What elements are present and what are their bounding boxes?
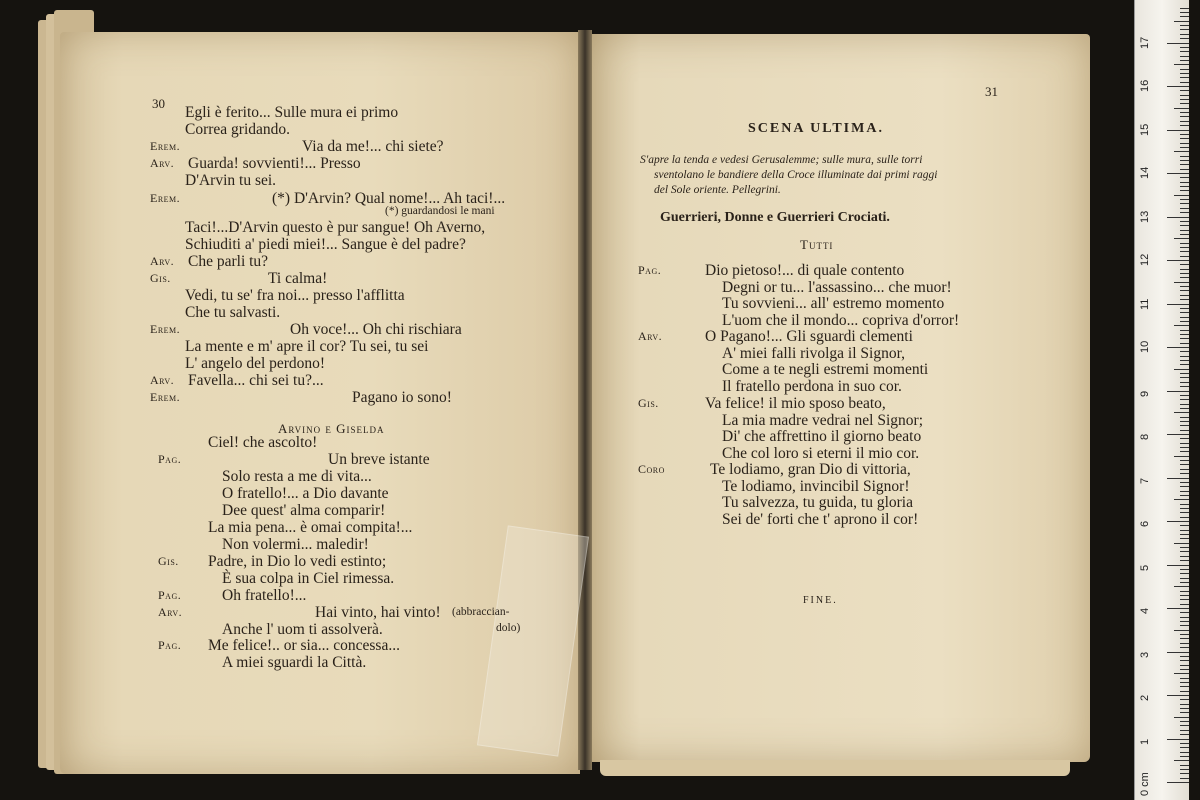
ruler-tick (1167, 478, 1189, 479)
ruler-tick (1180, 612, 1189, 613)
ruler-tick (1180, 251, 1189, 252)
ruler-tick (1180, 551, 1189, 552)
ruler-tick (1180, 73, 1189, 74)
verse-line: Che col loro si eterni il mio cor. (722, 444, 920, 462)
ruler-tick (1180, 438, 1189, 439)
ruler-tick (1180, 595, 1189, 596)
ruler-tick (1167, 304, 1189, 305)
verse-line: Egli è ferito... Sulle mura ei primo (185, 104, 399, 121)
ruler-tick (1174, 760, 1189, 761)
ruler-tick (1180, 621, 1189, 622)
verse-line: Un breve istante (328, 451, 430, 468)
ruler-tick (1180, 512, 1189, 513)
ruler-tick (1167, 434, 1189, 435)
ruler-tick (1180, 430, 1189, 431)
ruler-tick (1167, 739, 1189, 740)
verse-line: Di' che affrettino il giorno beato (722, 428, 922, 445)
ruler-tick (1180, 421, 1189, 422)
speaker-label: Pag. (158, 638, 182, 652)
ruler-tick (1174, 325, 1189, 326)
verse-line: Taci!...D'Arvin questo è pur sangue! Oh Averno, (185, 219, 486, 236)
ruler-tick (1180, 212, 1189, 213)
speaker-label: Gis. (638, 396, 659, 410)
speaker-label: Erem. (150, 139, 181, 153)
ruler-tick (1167, 521, 1189, 522)
ruler-tick (1180, 364, 1189, 365)
ruler-tick (1180, 277, 1189, 278)
ruler-tick (1180, 425, 1189, 426)
ruler-tick (1174, 108, 1189, 109)
ruler-number: 1 (1139, 738, 1151, 745)
verse-line: Che tu salvasti. (185, 304, 281, 321)
page-number: 31 (985, 84, 998, 99)
ruler-tick (1167, 608, 1189, 609)
ruler-tick (1180, 643, 1189, 644)
tutti-heading: Tutti (800, 237, 834, 252)
ruler-tick (1167, 86, 1189, 87)
ruler-tick (1180, 708, 1189, 709)
speaker-label: Arv. (150, 254, 175, 268)
ruler-tick (1180, 356, 1189, 357)
ruler-tick (1180, 473, 1189, 474)
ruler-tick (1174, 630, 1189, 631)
ruler-tick (1174, 412, 1189, 413)
verse-line: Che parli tu? (188, 253, 269, 270)
stage-note: (*) guardandosi le mani (385, 205, 495, 217)
ruler-tick (1180, 308, 1189, 309)
ruler-tick (1180, 338, 1189, 339)
stage-direction: S'apre la tenda e vedesi Gerusalemme; sulle mura, sulle torri (640, 154, 923, 166)
ruler-tick (1167, 217, 1189, 218)
ruler-tick (1180, 256, 1189, 257)
ruler-tick (1167, 260, 1189, 261)
ruler-tick (1180, 299, 1189, 300)
ruler-tick (1180, 447, 1189, 448)
speaker-label: Pag. (158, 588, 182, 602)
ruler-tick (1167, 347, 1189, 348)
ruler-tick (1180, 82, 1189, 83)
ruler-number: 16 (1139, 79, 1151, 92)
ruler-tick (1180, 730, 1189, 731)
scene-title: SCENA ULTIMA. (748, 121, 884, 136)
ruler-tick (1180, 351, 1189, 352)
verse-line: La mia pena... è omai compita!... (208, 519, 413, 536)
ruler-tick (1174, 195, 1189, 196)
ruler-number: 10 (1139, 340, 1151, 353)
ruler-tick (1167, 173, 1189, 174)
ruler-tick (1167, 782, 1189, 783)
ruler-tick (1180, 538, 1189, 539)
ruler-number: 9 (1139, 390, 1151, 397)
ruler-tick (1180, 678, 1189, 679)
speaker-label: Pag. (638, 263, 662, 277)
verse-line: Dee quest' alma comparir! (222, 502, 386, 519)
ruler-tick (1180, 164, 1189, 165)
ruler-tick (1174, 64, 1189, 65)
ruler-number: 14 (1139, 166, 1151, 179)
ruler-tick (1180, 377, 1189, 378)
ruler-tick (1180, 321, 1189, 322)
verse-line: Vedi, tu se' fra noi... presso l'afflitta (185, 287, 405, 304)
ruler-tick (1180, 404, 1189, 405)
verse-line: O Pagano!... Gli sguardi clementi (705, 328, 913, 345)
ruler-tick (1174, 456, 1189, 457)
ruler-tick (1180, 747, 1189, 748)
ruler-tick (1180, 290, 1189, 291)
verse-line: Dio pietoso!... di quale contento (705, 262, 905, 279)
ruler-tick (1180, 604, 1189, 605)
ruler-tick (1174, 369, 1189, 370)
verse-line: Schiuditi a' piedi miei!... Sangue è del padre? (185, 236, 466, 253)
ruler-tick (1180, 743, 1189, 744)
ruler-tick (1180, 769, 1189, 770)
ruler-tick (1174, 543, 1189, 544)
ruler-tick (1167, 130, 1189, 131)
scene-heading: Arvino e Giselda (278, 421, 385, 436)
ruler-tick (1180, 495, 1189, 496)
ruler-tick (1180, 660, 1189, 661)
verse-line: Via da me!... chi siete? (302, 138, 444, 155)
page-edge-bottom (600, 760, 1070, 776)
ruler-tick (1180, 556, 1189, 557)
ruler-tick (1180, 208, 1189, 209)
speaker-label: Arv. (638, 329, 663, 343)
ruler-tick (1167, 565, 1189, 566)
ruler-tick (1180, 56, 1189, 57)
ruler-tick (1180, 199, 1189, 200)
verse-line: O fratello!... a Dio davante (222, 485, 389, 502)
stage-direction: del Sole oriente. Pellegrini. (654, 184, 781, 196)
verse-line: Guarda! sovvienti!... Presso (188, 155, 361, 172)
ruler-tick (1180, 491, 1189, 492)
ruler-tick (1180, 69, 1189, 70)
speaker-label: Arv. (150, 156, 175, 170)
ruler-number: 11 (1139, 298, 1151, 310)
ruler-tick (1180, 125, 1189, 126)
verse-line: Padre, in Dio lo vedi estinto; (208, 553, 387, 570)
ruler-tick (1180, 286, 1189, 287)
ruler-tick (1180, 669, 1189, 670)
ruler-tick (1180, 395, 1189, 396)
ruler-tick (1180, 504, 1189, 505)
ruler-tick (1180, 534, 1189, 535)
ruler-tick (1180, 560, 1189, 561)
ruler-tick (1174, 673, 1189, 674)
ruler-tick (1180, 712, 1189, 713)
ruler-tick (1180, 617, 1189, 618)
verse-line: Hai vinto, hai vinto! (315, 604, 441, 621)
verse-line: Degni or tu... l'assassino... che muor! (722, 278, 952, 296)
ruler-tick (1180, 330, 1189, 331)
ruler-tick (1180, 230, 1189, 231)
verse-line: Favella... chi sei tu?... (188, 372, 324, 389)
ruler-tick (1180, 147, 1189, 148)
ruler-tick (1180, 656, 1189, 657)
ruler-tick (1180, 8, 1189, 9)
ruler-tick (1180, 264, 1189, 265)
speaker-label: Erem. (150, 191, 181, 205)
ruler-tick (1180, 721, 1189, 722)
ruler-tick (1180, 334, 1189, 335)
ruler-tick (1180, 269, 1189, 270)
ruler-number: 3 (1139, 651, 1151, 658)
ruler-number: 13 (1139, 210, 1151, 223)
ruler-tick (1180, 169, 1189, 170)
ruler-tick (1180, 190, 1189, 191)
ruler-number: 8 (1139, 433, 1151, 440)
verse-line: L'uom che il mondo... copriva d'orror! (722, 311, 960, 329)
ruler-tick (1167, 43, 1189, 44)
ruler-tick (1167, 652, 1189, 653)
verse-line: Solo resta a me di vita... (222, 468, 372, 485)
verse-line: Oh fratello!... (222, 587, 307, 604)
verse-line: Ti calma! (268, 270, 328, 287)
ruler-tick (1180, 156, 1189, 157)
speaker-label: Erem. (150, 322, 181, 336)
ruler-tick (1180, 203, 1189, 204)
ruler-tick (1180, 182, 1189, 183)
ruler-tick (1167, 695, 1189, 696)
ruler-tick (1180, 443, 1189, 444)
ruler-number: 6 (1139, 520, 1151, 527)
verse-line: Tu sovvieni... all' estremo momento (722, 295, 945, 312)
ruler-tick (1180, 547, 1189, 548)
ruler-tick (1180, 417, 1189, 418)
ruler-tick (1180, 360, 1189, 361)
speaker-label: Arv. (158, 605, 183, 619)
ruler-tick (1180, 343, 1189, 344)
ruler-tick (1180, 121, 1189, 122)
ruler-tick (1180, 221, 1189, 222)
stage-direction: sventolano le bandiere della Croce illuminate dai primi raggi (654, 169, 938, 181)
ruler-tick (1180, 38, 1189, 39)
ruler-tick (1180, 382, 1189, 383)
ruler-tick (1180, 47, 1189, 48)
ruler-tick (1180, 60, 1189, 61)
ruler-tick (1180, 12, 1189, 13)
ruler-tick (1180, 525, 1189, 526)
verse-line: A miei sguardi la Città. (222, 654, 367, 671)
ruler-tick (1180, 25, 1189, 26)
verse-line: Come a te negli estremi momenti (722, 361, 929, 378)
ruler-tick (1174, 238, 1189, 239)
ruler-number: 15 (1139, 123, 1151, 136)
ruler-number: 4 (1139, 607, 1151, 614)
ruler-tick (1180, 634, 1189, 635)
ruler-tick (1180, 112, 1189, 113)
ruler-tick (1180, 704, 1189, 705)
ruler-tick (1174, 586, 1189, 587)
verse-line: È sua colpa in Ciel rimessa. (222, 570, 395, 587)
ruler-tick (1180, 247, 1189, 248)
speaker-label: Gis. (150, 271, 171, 285)
verse-line: Sei de' forti che t' aprono il cor! (722, 510, 919, 528)
ruler-tick (1180, 138, 1189, 139)
ruler-tick (1180, 582, 1189, 583)
ruler-tick (1180, 699, 1189, 700)
ruler-tick (1180, 469, 1189, 470)
ruler-tick (1180, 186, 1189, 187)
ruler-tick (1174, 282, 1189, 283)
verse-line: Va felice! il mio sposo beato, (705, 395, 886, 412)
verse-line: Te lodiamo, invincibil Signor! (722, 477, 910, 495)
ruler-tick (1180, 682, 1189, 683)
ruler-tick (1180, 486, 1189, 487)
ruler-tick (1180, 725, 1189, 726)
ruler-tick (1180, 143, 1189, 144)
ruler-tick (1180, 460, 1189, 461)
ruler-tick (1180, 399, 1189, 400)
measurement-ruler (1134, 0, 1189, 800)
ruler-tick (1180, 638, 1189, 639)
ruler-tick (1180, 312, 1189, 313)
verse-line: La mente e m' apre il cor? Tu sei, tu sei (185, 338, 429, 355)
stage-note: (abbraccian- (452, 606, 510, 618)
ruler-tick (1180, 317, 1189, 318)
ruler-tick (1180, 34, 1189, 35)
speaker-label: Coro (638, 462, 665, 476)
ruler-tick (1180, 734, 1189, 735)
ruler-number: 7 (1139, 477, 1151, 484)
ruler-tick (1180, 691, 1189, 692)
ruler-tick (1180, 177, 1189, 178)
ruler-tick (1180, 508, 1189, 509)
ruler-tick (1180, 578, 1189, 579)
verse-line: Pagano io sono! (352, 389, 452, 406)
verse-line: Oh voce!... Oh chi rischiara (290, 321, 462, 338)
verse-line: Me felice!.. or sia... concessa... (208, 637, 400, 654)
ruler-tick (1180, 295, 1189, 296)
ruler-tick (1180, 16, 1189, 17)
ruler-tick (1174, 21, 1189, 22)
verse-line: Te lodiamo, gran Dio di vittoria, (710, 461, 911, 478)
ruler-tick (1180, 103, 1189, 104)
ruler-tick (1180, 243, 1189, 244)
ruler-tick (1180, 451, 1189, 452)
ruler-tick (1180, 90, 1189, 91)
ruler-number: 17 (1139, 36, 1151, 49)
speaker-label: Gis. (158, 554, 179, 568)
ruler-tick (1180, 752, 1189, 753)
ruler-tick (1180, 778, 1189, 779)
ruler-tick (1180, 482, 1189, 483)
ruler-number: 12 (1139, 253, 1151, 266)
cast-heading: Guerrieri, Donne e Guerrieri Crociati. (660, 210, 890, 225)
ruler-tick (1180, 29, 1189, 30)
ruler-tick (1180, 773, 1189, 774)
verse-line: A' miei falli rivolga il Signor, (722, 344, 905, 362)
ruler-tick (1174, 499, 1189, 500)
verse-line: D'Arvin tu sei. (185, 172, 277, 189)
ruler-tick (1180, 573, 1189, 574)
ruler-tick (1180, 517, 1189, 518)
ruler-tick (1180, 99, 1189, 100)
verse-line: L' angelo del perdono! (185, 355, 326, 372)
ruler-tick (1180, 234, 1189, 235)
ruler-number: 5 (1139, 564, 1151, 571)
verse-line: La mia madre vedrai nel Signor; (722, 411, 924, 429)
verse-line: Ciel! che ascolto! (208, 434, 318, 451)
verse-line: Anche l' uom ti assolverà. (222, 621, 383, 638)
ruler-tick (1180, 77, 1189, 78)
ruler-tick (1180, 95, 1189, 96)
ruler-tick (1180, 765, 1189, 766)
ruler-tick (1180, 386, 1189, 387)
speaker-label: Arv. (150, 373, 175, 387)
speaker-label: Erem. (150, 390, 181, 404)
verse-line: Non volermi... maledir! (222, 536, 369, 553)
ruler-number: 2 (1139, 694, 1151, 701)
ruler-tick (1180, 116, 1189, 117)
ruler-tick (1174, 717, 1189, 718)
ruler-tick (1180, 464, 1189, 465)
verse-line: Il fratello perdona in suo cor. (722, 377, 902, 395)
ruler-tick (1180, 51, 1189, 52)
ruler-tick (1180, 530, 1189, 531)
ruler-tick (1180, 408, 1189, 409)
ruler-number: 0 cm (1139, 772, 1151, 796)
speaker-label: Pag. (158, 452, 182, 466)
ruler-tick (1180, 665, 1189, 666)
ruler-tick (1180, 686, 1189, 687)
ruler-tick (1180, 134, 1189, 135)
ruler-tick (1180, 569, 1189, 570)
ruler-tick (1180, 160, 1189, 161)
book-gutter (578, 30, 592, 770)
ruler-tick (1180, 599, 1189, 600)
ruler-tick (1174, 151, 1189, 152)
verse-line: Tu salvezza, tu guida, tu gloria (722, 494, 913, 511)
ruler-tick (1180, 591, 1189, 592)
page-number: 30 (152, 96, 165, 111)
ruler-tick (1167, 391, 1189, 392)
ruler-tick (1180, 273, 1189, 274)
ruler-tick (1180, 373, 1189, 374)
fine-label: FINE. (803, 595, 838, 606)
verse-line: (*) D'Arvin? Qual nome!... Ah taci!... (272, 190, 506, 207)
stage-note: dolo) (496, 622, 521, 634)
ruler-tick (1180, 625, 1189, 626)
ruler-tick (1180, 225, 1189, 226)
ruler-tick (1180, 647, 1189, 648)
verse-line: Correa gridando. (185, 121, 291, 138)
ruler-tick (1180, 756, 1189, 757)
